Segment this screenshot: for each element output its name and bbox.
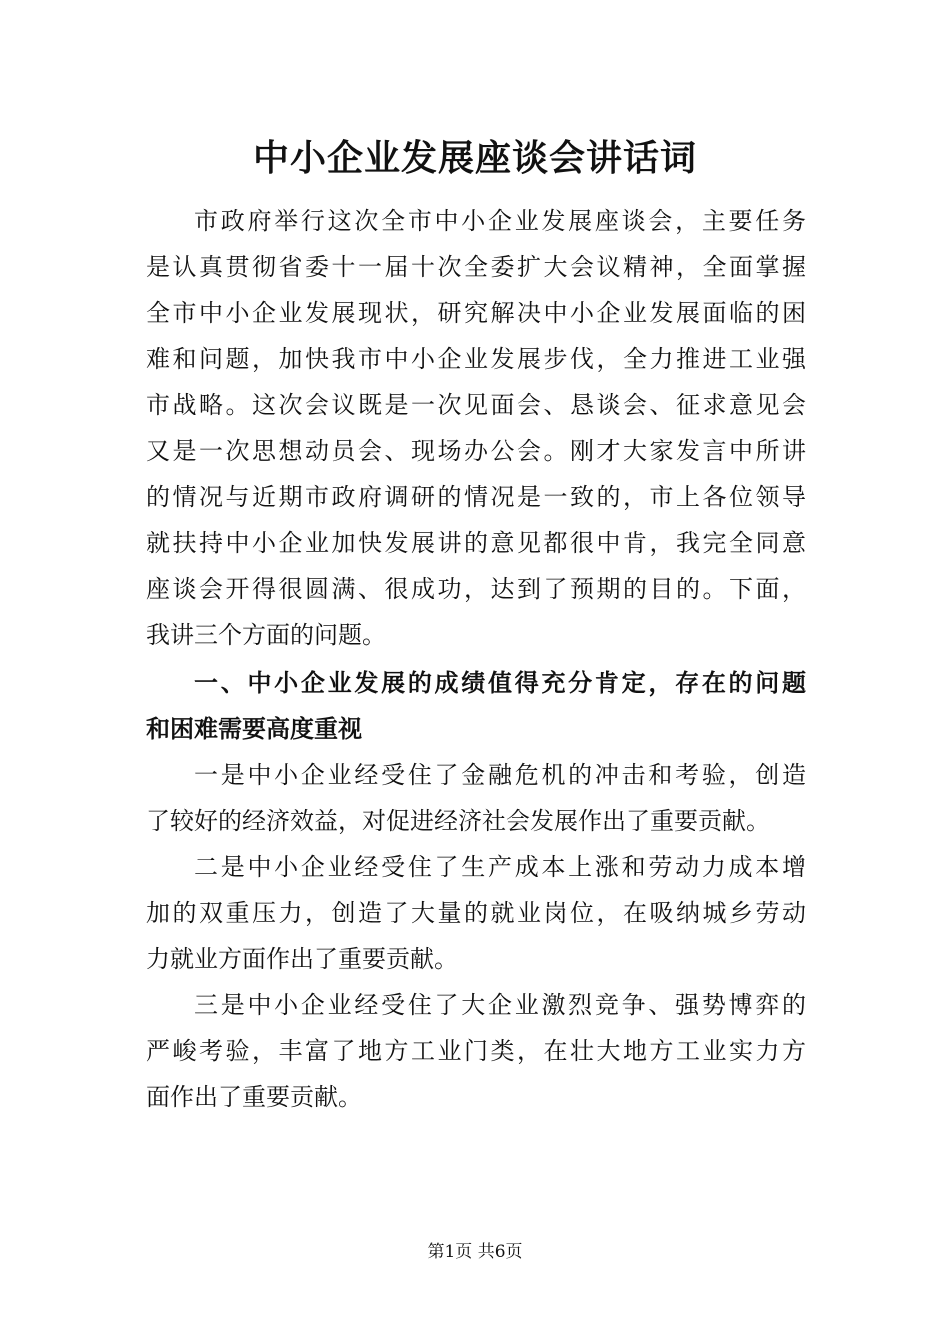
paragraph-1-line: 我讲三个方面的问题。 (146, 621, 386, 649)
document-title: 中小企业发展座谈会讲话词 (252, 137, 697, 179)
paragraph-1-line: 的情况与近期市政府调研的情况是一致的，市上各位领导 (146, 483, 806, 511)
section-heading-line: 和困难需要高度重视 (146, 715, 362, 743)
point-2-line: 加的双重压力，创造了大量的就业岗位，在吸纳城乡劳动 (146, 899, 806, 927)
section-heading-line: 一、中小企业发展的成绩值得充分肯定，存在的问题 (194, 669, 806, 697)
point-1-line: 了较好的经济效益，对促进经济社会发展作出了重要贡献。 (146, 807, 770, 835)
paragraph-1-line: 又是一次思想动员会、现场办公会。刚才大家发言中所讲 (146, 437, 806, 465)
point-2-line: 力就业方面作出了重要贡献。 (146, 945, 458, 973)
paragraph-1-line: 市战略。这次会议既是一次见面会、恳谈会、征求意见会 (146, 391, 806, 419)
paragraph-1-line: 座谈会开得很圆满、很成功，达到了预期的目的。下面， (146, 575, 806, 603)
page-number-footer: 第1页 共6页 (427, 1242, 523, 1262)
point-1-line: 一是中小企业经受住了金融危机的冲击和考验，创造 (194, 761, 806, 789)
point-3-line: 三是中小企业经受住了大企业激烈竞争、强势博弈的 (194, 991, 806, 1019)
paragraph-1-line: 全市中小企业发展现状，研究解决中小企业发展面临的困 (146, 299, 806, 327)
paragraph-1-line: 市政府举行这次全市中小企业发展座谈会，主要任务 (194, 207, 806, 235)
paragraph-1-line: 难和问题，加快我市中小企业发展步伐，全力推进工业强 (146, 345, 806, 373)
paragraph-1-line: 是认真贯彻省委十一届十次全委扩大会议精神，全面掌握 (146, 253, 806, 281)
point-3-line: 严峻考验，丰富了地方工业门类，在壮大地方工业实力方 (146, 1037, 806, 1065)
paragraph-1-line: 就扶持中小企业加快发展讲的意见都很中肯，我完全同意 (146, 529, 806, 557)
point-3-line: 面作出了重要贡献。 (146, 1083, 362, 1111)
point-2-line: 二是中小企业经受住了生产成本上涨和劳动力成本增 (194, 853, 806, 881)
